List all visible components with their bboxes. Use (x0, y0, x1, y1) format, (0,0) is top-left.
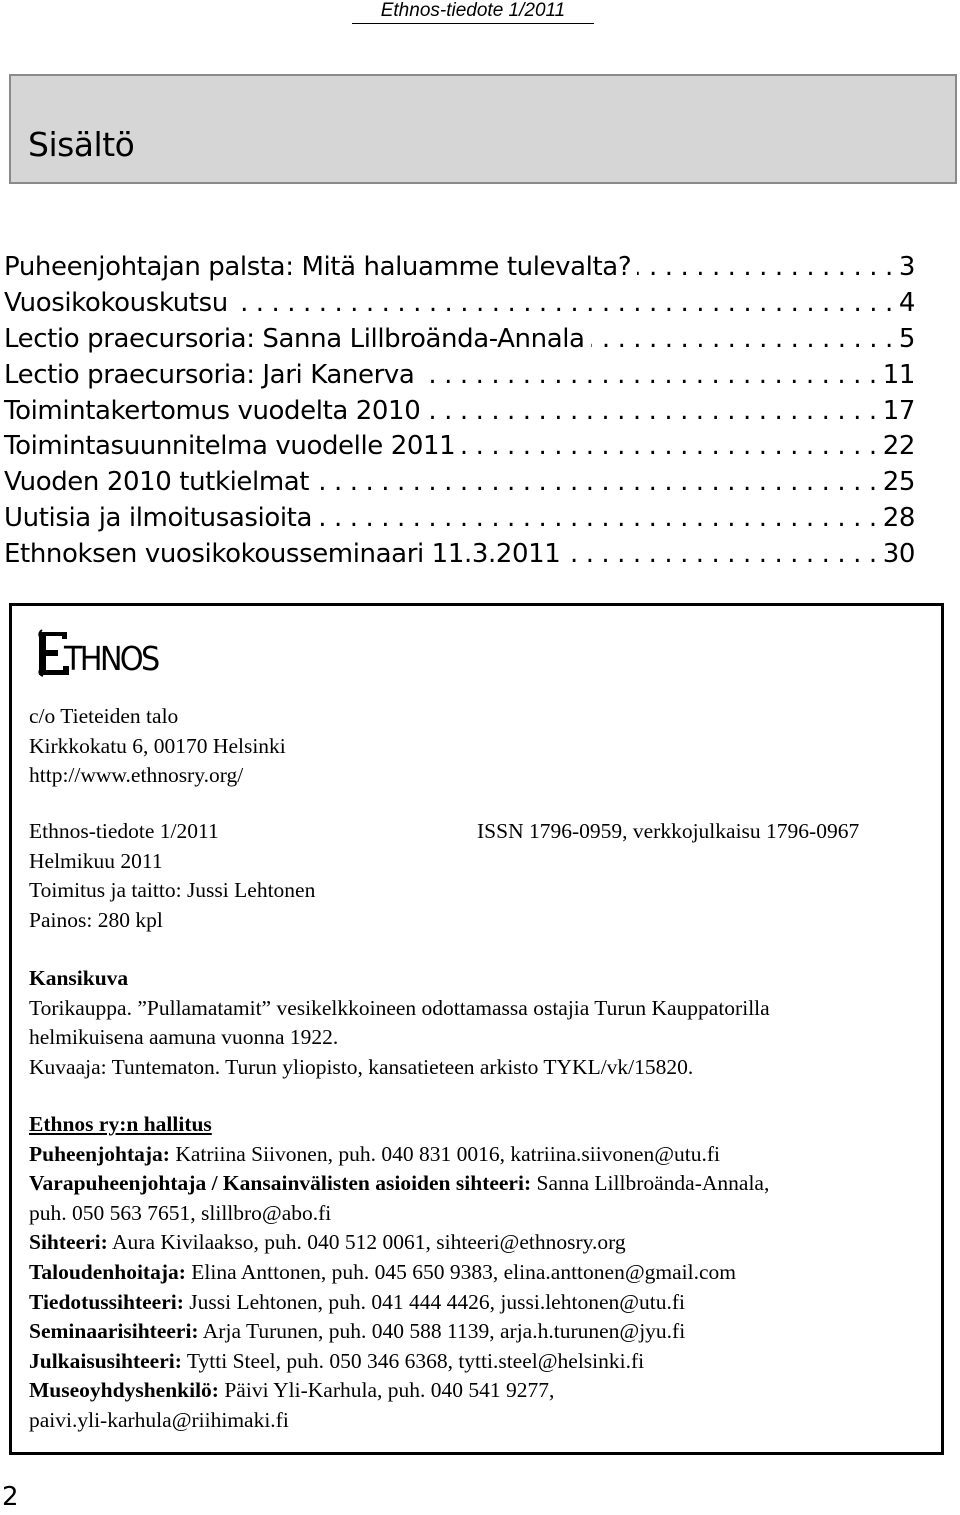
board-member (29, 1199, 769, 1229)
board-role: Julkaisusihteeri: (29, 1348, 182, 1373)
toc-entry[interactable] (4, 357, 915, 393)
board-contact: Aura Kivilaakso, puh. 040 512 0061, sihteeri@ethnosry.org (112, 1230, 626, 1255)
board-member (29, 1228, 769, 1258)
board-role: Seminaarisihteeri: (29, 1319, 199, 1344)
cover-caption-line: Torikauppa. ”Pullamatamit” vesikelkkoineen odottamassa ostajia Turun Kauppatorilla (29, 995, 770, 1020)
board-role: Puheenjohtaja: (29, 1141, 170, 1166)
toc-entry-title: Vuosikokouskutsu (4, 287, 228, 318)
section-title-box (9, 74, 957, 184)
toc-dot-leader (318, 500, 877, 536)
toc-page-number: 17 (882, 395, 915, 426)
board-contact: Katriina Siivonen, puh. 040 831 0016, katriina.siivonen@utu.fi (175, 1141, 721, 1166)
board-role: Museoyhdyshenkilö: (29, 1378, 219, 1403)
publication-line: Helmikuu 2011 (29, 848, 163, 873)
page-number: 2 (2, 1482, 19, 1512)
board-contact: Sanna Lillbroända-Annala, (536, 1171, 770, 1196)
address-block (29, 702, 286, 791)
ethnos-logo (36, 628, 196, 684)
toc-entry[interactable] (4, 428, 915, 464)
publication-details (29, 817, 315, 935)
toc-page-number: 4 (898, 287, 915, 318)
board-member (29, 1317, 769, 1347)
board-role: Varapuheenjohtaja / Kansainvälisten asioiden sihteeri: (29, 1171, 532, 1196)
toc-entry-title: Puheenjohtajan palsta: Mitä haluamme tulevalta? (4, 252, 632, 282)
cover-info (29, 964, 770, 1082)
board-contact: paivi.yli-karhula@riihimaki.fi (29, 1407, 289, 1432)
toc-dot-leader (591, 321, 893, 357)
publication-line: Painos: 280 kpl (29, 907, 163, 932)
toc-page-number: 30 (882, 539, 915, 570)
board-member (29, 1169, 769, 1199)
toc-page-number: 22 (882, 431, 915, 462)
board-role: Taloudenhoitaja: (29, 1259, 186, 1284)
board-member (29, 1406, 769, 1436)
cover-caption-line: helmikuisena aamuna vuonna 1922. (29, 1025, 339, 1050)
cover-caption-line: Kuvaaja: Tuntematon. Turun yliopisto, kansatieteen arkisto TYKL/vk/15820. (29, 1054, 694, 1079)
board-member (29, 1140, 769, 1170)
cover-heading: Kansikuva (29, 966, 129, 990)
board-contact: Jussi Lehtonen, puh. 041 444 4426, jussi.lehtonen@utu.fi (189, 1289, 686, 1314)
publication-line: Toimitus ja taitto: Jussi Lehtonen (29, 878, 316, 903)
board-heading: Ethnos ry:n hallitus (29, 1112, 212, 1136)
toc-entry[interactable] (4, 536, 915, 572)
toc-entry-title: Lectio praecursoria: Sanna Lillbroända-Annala (4, 323, 585, 354)
board-member (29, 1288, 769, 1318)
colophon-box (9, 603, 944, 1455)
toc-page-number: 28 (882, 503, 915, 534)
toc-dot-leader (566, 536, 876, 572)
table-of-contents (4, 249, 915, 572)
address-line: Kirkkokatu 6, 00170 Helsinki (29, 733, 286, 758)
section-title: Sisältö (28, 125, 135, 164)
address-line: c/o Tieteiden talo (29, 704, 179, 728)
toc-dot-leader (315, 464, 877, 500)
running-header: Ethnos-tiedote 1/2011 (352, 0, 594, 24)
toc-page-number: 25 (882, 467, 915, 498)
board-member (29, 1376, 769, 1406)
logo-wordmark: THNOS (64, 639, 158, 678)
board-contact: Tytti Steel, puh. 050 346 6368, tytti.steel@helsinki.fi (186, 1348, 645, 1373)
board-contact: Elina Anttonen, puh. 045 650 9383, elina.anttonen@gmail.com (191, 1259, 736, 1284)
toc-entry-title: Uutisia ja ilmoitusasioita (4, 503, 312, 534)
toc-page-number: 11 (882, 359, 915, 390)
toc-entry[interactable] (4, 285, 915, 321)
board-list (29, 1110, 769, 1436)
toc-dot-leader (420, 357, 876, 393)
toc-entry[interactable] (4, 321, 915, 357)
board-contact: puh. 050 563 7651, slillbro@abo.fi (29, 1200, 332, 1225)
board-member (29, 1347, 769, 1377)
board-contact: Arja Turunen, puh. 040 588 1139, arja.h.turunen@jyu.fi (202, 1319, 686, 1344)
toc-entry-title: Lectio praecursoria: Jari Kanerva (4, 359, 415, 390)
toc-entry[interactable] (4, 249, 915, 285)
toc-entry-title: Toimintasuunnitelma vuodelle 2011 (4, 431, 456, 462)
toc-page-number: 3 (898, 252, 915, 282)
board-member (29, 1258, 769, 1288)
issn-line: ISSN 1796-0959, verkkojulkaisu 1796-0967 (477, 819, 860, 843)
toc-entry[interactable] (4, 464, 915, 500)
board-role: Sihteeri: (29, 1230, 108, 1255)
website-link[interactable]: http://www.ethnosry.org/ (29, 763, 244, 788)
toc-entry-title: Vuoden 2010 tutkielmat (4, 467, 310, 498)
toc-entry-title: Toimintakertomus vuodelta 2010 (4, 395, 421, 426)
board-role: Tiedotussihteeri: (29, 1289, 184, 1314)
toc-dot-leader (234, 285, 893, 321)
toc-dot-leader (461, 428, 876, 464)
toc-page-number: 5 (898, 323, 915, 354)
toc-entry[interactable] (4, 393, 915, 429)
publication-line: Ethnos-tiedote 1/2011 (29, 819, 219, 843)
toc-entry[interactable] (4, 500, 915, 536)
toc-dot-leader (426, 393, 876, 429)
toc-entry-title: Ethnoksen vuosikokousseminaari 11.3.2011 (4, 539, 561, 570)
board-contact: Päivi Yli-Karhula, puh. 040 541 9277, (224, 1378, 555, 1403)
toc-dot-leader (637, 249, 893, 285)
